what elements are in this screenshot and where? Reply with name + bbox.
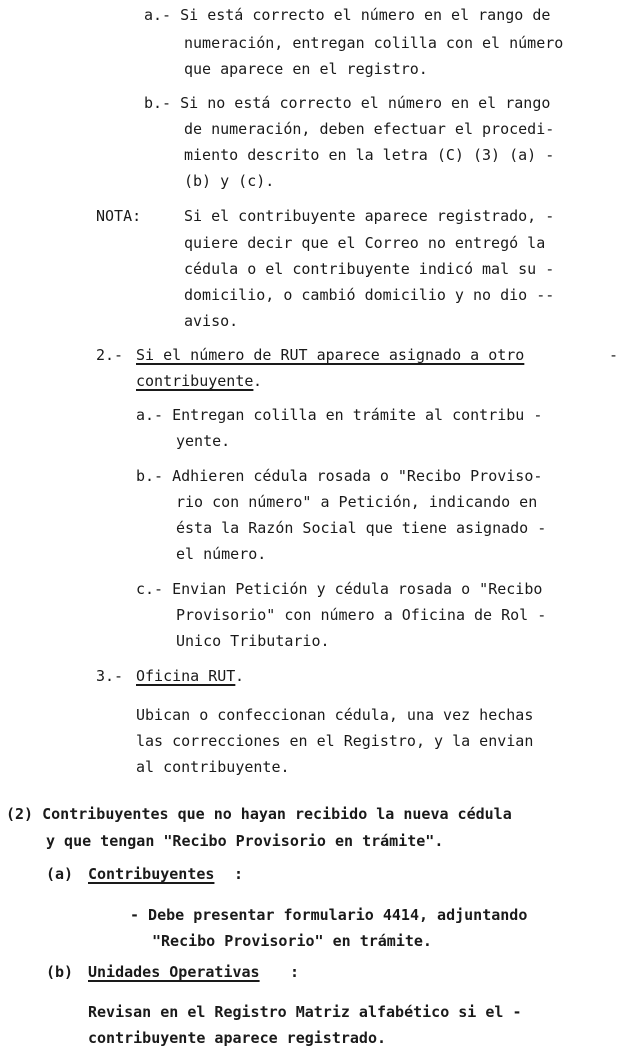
item3-body-line-3: al contribuyente. bbox=[136, 758, 290, 776]
part2a-title: Contribuyentes bbox=[88, 865, 215, 883]
item2-number: 2.- bbox=[96, 346, 124, 364]
part2b-title: Unidades Operativas bbox=[88, 963, 260, 981]
part2b-number: (b) bbox=[46, 963, 74, 981]
nota-line-4: domicilio, o cambió domicilio y no dio -- bbox=[184, 286, 555, 304]
item2-c-line-2: Provisorio" con número a Oficina de Rol - bbox=[176, 606, 547, 624]
item3-body-line-2: las correcciones en el Registro, y la envian bbox=[136, 732, 534, 750]
nota-line-1: Si el contribuyente aparece registrado, - bbox=[184, 207, 555, 225]
nota-label: NOTA: bbox=[96, 207, 142, 225]
item2-title-line-1: Si el número de RUT aparece asignado a otro bbox=[136, 346, 525, 364]
nota-line-2: quiere decir que el Correo no entregó la bbox=[184, 234, 546, 252]
part2a-body-line-1: - Debe presentar formulario 4414, adjuntando bbox=[130, 906, 528, 924]
item2-title-dash: - bbox=[609, 346, 619, 364]
part2a-title-end: : bbox=[234, 865, 244, 883]
part2-line-2: y que tengan "Recibo Provisorio en trámite". bbox=[46, 832, 444, 850]
item2-c-line-1: c.- Envian Petición y cédula rosada o "Recibo bbox=[136, 580, 543, 598]
nota-line-3: cédula o el contribuyente indicó mal su - bbox=[184, 260, 555, 278]
item3-body-line-1: Ubican o confeccionan cédula, una vez hechas bbox=[136, 706, 534, 724]
sec1-a-line-3: que aparece en el registro. bbox=[184, 60, 428, 78]
item2-a-line-2: yente. bbox=[176, 432, 231, 450]
sec1-b-line-1: b.- Si no está correcto el número en el rango bbox=[144, 94, 551, 112]
item2-c-line-3: Unico Tributario. bbox=[176, 632, 330, 650]
sec1-a-line-1: a.- Si está correcto el número en el rango de bbox=[144, 6, 551, 24]
part2b-body-line-2: contribuyente aparece registrado. bbox=[88, 1029, 387, 1047]
part2-line-1: (2) Contribuyentes que no hayan recibido la nueva cédula bbox=[6, 805, 512, 823]
part2a-number: (a) bbox=[46, 865, 74, 883]
item2-b-line-4: el número. bbox=[176, 545, 267, 563]
sec1-b-line-3: miento descrito en la letra (C) (3) (a) - bbox=[184, 146, 555, 164]
sec1-a-line-2: numeración, entregan colilla con el número bbox=[184, 34, 564, 52]
part2a-body-line-2: "Recibo Provisorio" en trámite. bbox=[152, 932, 432, 950]
item3-title-end: . bbox=[235, 667, 245, 685]
item3-title: Oficina RUT bbox=[136, 667, 236, 685]
part2b-title-end: : bbox=[290, 963, 300, 981]
nota-line-5: aviso. bbox=[184, 312, 239, 330]
item3-number: 3.- bbox=[96, 667, 124, 685]
item2-b-line-2: rio con número" a Petición, indicando en bbox=[176, 493, 538, 511]
part2b-body-line-1: Revisan en el Registro Matriz alfabético si el - bbox=[88, 1003, 522, 1021]
sec1-b-line-4: (b) y (c). bbox=[184, 172, 275, 190]
item2-b-line-1: b.- Adhieren cédula rosada o "Recibo Proviso- bbox=[136, 467, 543, 485]
item2-title-line-2: contribuyente bbox=[136, 372, 254, 390]
item2-title-line-2-end: . bbox=[253, 372, 263, 390]
item2-b-line-3: ésta la Razón Social que tiene asignado - bbox=[176, 519, 547, 537]
sec1-b-line-2: de numeración, deben efectuar el procedi- bbox=[184, 120, 555, 138]
item2-a-line-1: a.- Entregan colilla en trámite al contribu - bbox=[136, 406, 543, 424]
